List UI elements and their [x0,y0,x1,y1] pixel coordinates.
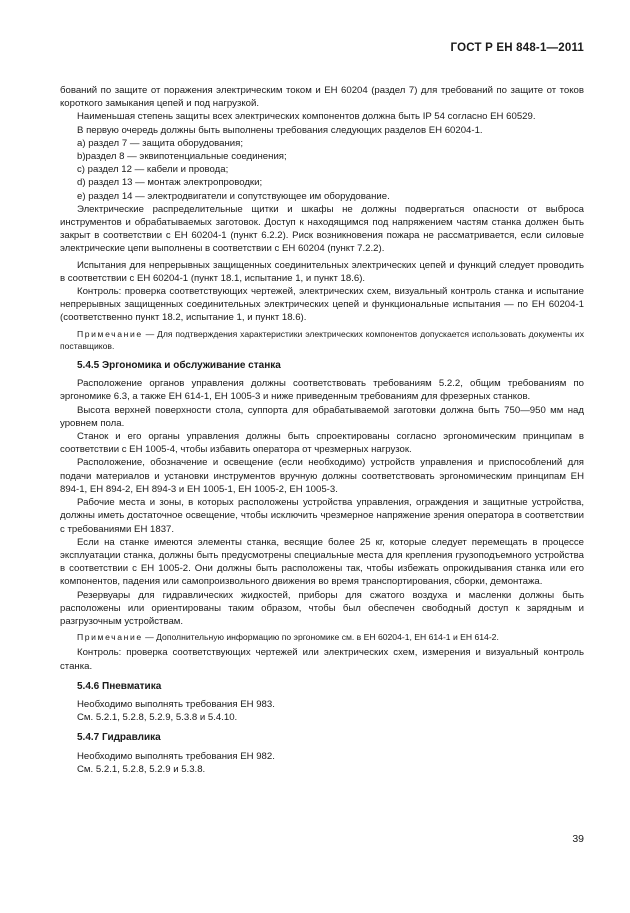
paragraph: Расположение органов управления должны соответствовать требованиям 5.2.2, общим требованиям по эргономике 6.3, а также ЕН 614-1, ЕН 1005-3 и ниже приведенным требованиям для фрезерных станков. [60,378,584,403]
paragraph: Резервуары для гидравлических жидкостей, приборы для сжатого воздуха и масленки должны быть расположены или ориентированы таким образом, чтобы был обеспечен свободный доступ к зарядным и разгрузочным устройствам. [60,589,584,627]
note-label: Примечание [77,632,143,643]
page-content [60,84,584,776]
note-label: Примечание [77,328,143,339]
paragraph: См. 5.2.1, 5.2.8, 5.2.9 и 5.3.8. [77,763,206,775]
paragraph: Рабочие места и зоны, в которых расположены устройства управления, ограждения и защитные устройства, должны иметь достаточное освещение, чтобы исключить чрезмерное напряжение зрения оператора в соответствии с требованиями ЕН 1837. [60,497,584,535]
paragraph: Контроль: проверка соответствующих чертежей, электрических схем, визуальный контроль станка и испытание непрерывных защищенных соединительных электрических цепей и функциональные испытания — по ЕН 60204-1 (соответственно пункт 18.2, испытание 1, и пункт 18.6). [60,286,584,324]
paragraph: В первую очередь должны быть выполнены требования следующих разделов ЕН 60204-1. [77,124,483,136]
list-item: b)раздел 8 — эквипотенциальные соединения; [77,151,287,163]
paragraph: Электрические распределительные щитки и шкафы не должны подвергаться опасности от выброса инструментов и обрабатываемых заготовок. Доступ к находящимся под напряжением частям станка должен быть закрыт в соответствии с ЕН 60204-1 (пункт 6.2.2). Риск возникновения пожара не рассматривается, если силовые электрические цепи выполнены в соответствии с ЕН 60204 (пункт 7.2.2). [60,203,584,255]
paragraph: Контроль: проверка соответствующих чертежей или электрических схем, измерения и визуальный контроль станка. [60,647,584,672]
paragraph: Расположение, обозначение и освещение (если необходимо) устройств управления и приспособлений для подачи материалов и установки инструментов вручную должны соответствовать эргономическим принципам ЕН 894-1, ЕН 894-2, ЕН 894-3 и ЕН 1005-1, ЕН 1005-2, ЕН 1005-3. [60,457,584,495]
section-heading: 5.4.6 Пневматика [77,680,162,692]
list-item: с) раздел 12 — кабели и провода; [77,164,229,176]
list-item: е) раздел 14 — электродвигатели и сопутствующее им оборудование. [77,190,390,202]
paragraph: Если на станке имеются элементы станка, весящие более 25 кг, которые следует перемещать в процессе эксплуатации станка, должны быть предусмотрены специальные места для крепления грузоподъемного устройства в соответствии с ЕН 1005-2. Они должны быть расположены так, чтобы избежать опрокидывания станка или его компонентов, падения или самопроизвольного движения во время транспортирования, сборки, демонтажа. [60,536,584,588]
paragraph: См. 5.2.1, 5.2.8, 5.2.9, 5.3.8 и 5.4.10. [77,712,238,724]
note [60,328,584,352]
paragraph: Необходимо выполнять требования ЕН 983. [77,698,275,710]
section-heading: 5.4.7 Гидравлика [77,732,161,744]
note [60,631,584,643]
note-text: — Дополнительную информацию по эргономике см. в ЕН 60204-1, ЕН 614-1 и ЕН 614-2. [142,632,499,643]
paragraph: Наименьшая степень защиты всех электрических компонентов должна быть IP 54 согласно ЕН 60529. [77,111,536,123]
page-number: 39 [572,833,584,845]
document-header: ГОСТ Р ЕН 848-1—2011 [450,42,584,54]
paragraph: Испытания для непрерывных защищенных соединительных электрических цепей и функций следует проводить в соответствии с ЕН 60204-1 (пункт 18.1, испытание 1, и пункт 18.6). [60,259,584,284]
paragraph: Необходимо выполнять требования ЕН 982. [77,750,275,762]
paragraph: Высота верхней поверхности стола, суппорта для обрабатываемой заготовки должна быть 750—950 мм над уровнем пола. [60,404,584,429]
paragraph: Станок и его органы управления должны быть спроектированы согласно эргономическим принципам в соответствии с ЕН 1005-4, чтобы избавить оператора от чрезмерных нагрузок. [60,431,584,456]
list-item: d) раздел 13 — монтаж электропроводки; [77,177,263,189]
paragraph: бований по защите от поражения электрическим током и ЕН 60204 (раздел 7) для требований по защите от токов короткого замыкания цепей и под нагрузкой. [60,85,584,110]
note-text: — Для подтверждения характеристики электрических компонентов допускается использовать документы их поставщиков. [60,328,584,351]
list-item: а) раздел 7 — защита оборудования; [77,137,244,149]
section-heading: 5.4.5 Эргономика и обслуживание станка [77,360,281,372]
